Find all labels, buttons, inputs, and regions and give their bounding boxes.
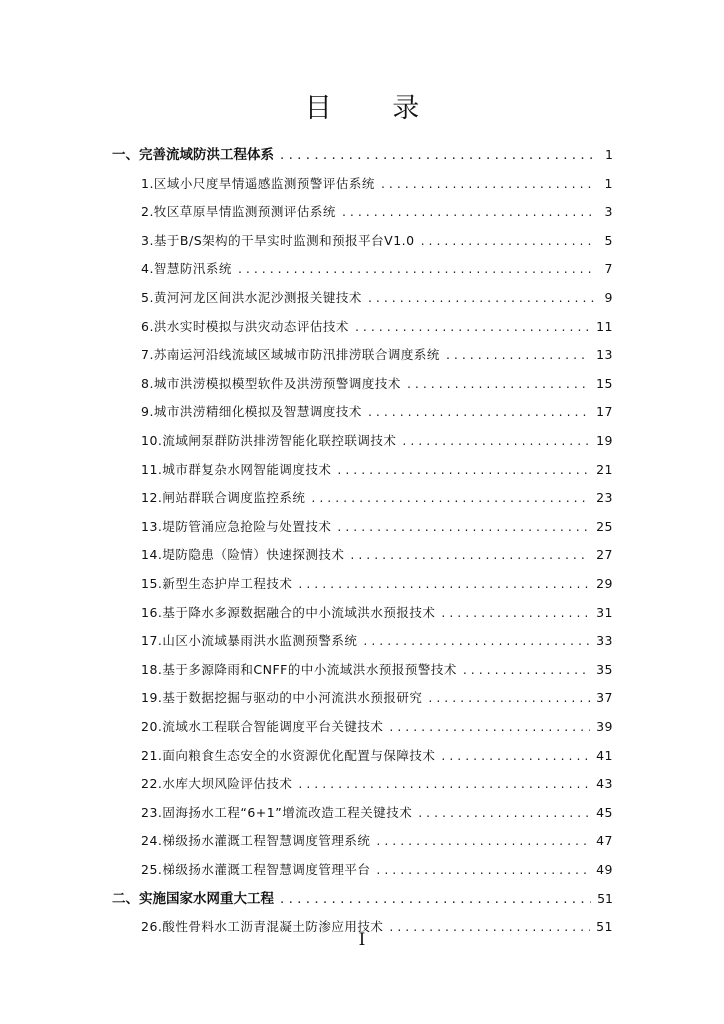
toc-entry-label: 20.流域水工程联合智能调度平台关键技术	[141, 719, 384, 734]
toc-entry[interactable]	[141, 686, 613, 710]
toc-entry-label: 11.城市群复杂水网智能调度技术	[141, 461, 332, 477]
dot-leader	[376, 829, 590, 853]
toc-entry[interactable]	[141, 458, 613, 482]
toc-entry-label: 8.城市洪涝模拟模型软件及洪涝预警调度技术	[141, 375, 401, 391]
dot-leader	[238, 257, 595, 281]
toc-page-number: 9	[604, 290, 613, 305]
dot-leader	[421, 229, 595, 253]
dot-leader	[376, 858, 590, 882]
toc-entry[interactable]	[141, 315, 613, 339]
page-title: 目 录	[304, 93, 446, 124]
toc-entry-label: 12.闸站群联合调度监控系统	[141, 490, 306, 506]
dot-leader	[402, 429, 590, 453]
dot-leader	[280, 143, 595, 167]
toc-entry-label: 21.面向粮食生态安全的水资源优化配置与保障技术	[141, 747, 436, 763]
toc-page-number: 1	[604, 175, 613, 191]
toc-entry[interactable]	[141, 172, 613, 196]
dot-leader	[381, 172, 595, 196]
toc-page-number: 21	[596, 461, 613, 477]
toc-page-number: 29	[596, 576, 613, 591]
toc-page-number: 49	[596, 862, 613, 877]
toc-entry-label: 4.智慧防汛系统	[141, 261, 232, 277]
dot-leader	[428, 686, 590, 710]
toc-entry[interactable]	[141, 515, 613, 539]
toc-entry[interactable]	[141, 286, 613, 310]
toc-entry[interactable]	[141, 801, 613, 825]
toc-entry-label: 二、实施国家水网重大工程	[112, 890, 274, 907]
dot-leader	[342, 200, 595, 224]
toc-page-number: 15	[596, 375, 613, 391]
toc-page-number: 39	[596, 719, 613, 734]
toc-entry[interactable]	[141, 629, 613, 653]
toc-entry[interactable]	[141, 829, 613, 853]
dot-leader	[355, 315, 590, 339]
toc-entry[interactable]	[141, 715, 613, 739]
toc-entry-label: 2.牧区草原旱情监测预测评估系统	[141, 204, 336, 220]
dot-leader	[368, 400, 590, 424]
toc-page-number: 17	[596, 404, 613, 420]
toc-entry[interactable]	[141, 229, 613, 253]
dot-leader	[298, 572, 590, 596]
toc-page-number: 33	[596, 633, 613, 649]
toc-entry[interactable]	[141, 772, 613, 796]
toc-entry[interactable]	[141, 744, 613, 768]
toc-page-number: 13	[596, 347, 613, 363]
toc-page-number: 19	[596, 433, 613, 448]
toc-entry[interactable]	[141, 572, 613, 596]
toc-entry-label: 24.梯级扬水灌溉工程智慧调度管理系统	[141, 833, 371, 849]
dot-leader	[463, 658, 590, 682]
toc-entry-label: 一、完善流域防洪工程体系	[112, 147, 274, 163]
toc-entry-label: 15.新型生态护岸工程技术	[141, 576, 293, 591]
toc-entry-label: 10.流域闸泵群防洪排涝智能化联控联调技术	[141, 433, 397, 448]
toc-page-number: 27	[596, 547, 613, 563]
dot-leader	[441, 744, 590, 768]
toc-entry-label: 7.苏南运河沿线流域区域城市防汛排涝联合调度系统	[141, 347, 440, 363]
dot-leader	[280, 887, 591, 911]
toc-entry-label: 1.区域小尺度旱情遥感监测预警评估系统	[141, 175, 375, 191]
dot-leader	[363, 629, 590, 653]
dot-leader	[407, 372, 590, 396]
toc-page-number: 47	[596, 833, 613, 849]
toc-entry-label: 26.酸性骨料水工沥青混凝土防渗应用技术	[141, 919, 384, 935]
toc-entry-label: 25.梯级扬水灌溉工程智慧调度管理平台	[141, 862, 371, 877]
toc-entry-label: 6.洪水实时模拟与洪灾动态评估技术	[141, 318, 349, 334]
toc-page-number: 37	[596, 690, 613, 706]
dot-leader	[311, 486, 590, 510]
page-number-footer: I	[358, 930, 366, 950]
toc-entry-label: 14.堤防隐患（险情）快速探测技术	[141, 547, 345, 563]
dot-leader	[337, 515, 590, 539]
dot-leader	[298, 772, 590, 796]
dot-leader	[389, 715, 590, 739]
dot-leader	[446, 343, 590, 367]
toc-page-number: 51	[597, 890, 613, 906]
toc-entry[interactable]	[141, 372, 613, 396]
dot-leader	[368, 286, 595, 310]
toc-entry-label: 18.基于多源降雨和CNFF的中小流域洪水预报预警技术	[141, 661, 457, 677]
toc-page-number: 51	[596, 919, 613, 935]
dot-leader	[418, 801, 590, 825]
toc-page-number: 1	[605, 147, 613, 162]
toc-entry-label: 5.黄河河龙区间洪水泥沙测报关键技术	[141, 290, 362, 305]
toc-page-number: 43	[596, 776, 613, 792]
toc-page-number: 41	[596, 747, 613, 763]
toc-entry-label: 23.固海扬水工程“6+1”增流改造工程关键技术	[141, 804, 413, 820]
toc-entry-label: 16.基于降水多源数据融合的中小流域洪水预报技术	[141, 604, 436, 620]
toc-page-number: 3	[604, 204, 613, 220]
toc-page-number: 25	[596, 518, 613, 534]
toc-section-heading[interactable]	[112, 143, 613, 167]
toc-entry[interactable]	[141, 429, 613, 453]
dot-leader	[441, 601, 590, 625]
toc-entry-label: 19.基于数据挖掘与驱动的中小河流洪水预报研究	[141, 690, 423, 706]
toc-entry-label: 17.山区小流域暴雨洪水监测预警系统	[141, 633, 358, 649]
dot-leader	[350, 543, 590, 567]
toc-entry-label: 3.基于B/S架构的干旱实时监测和预报平台V1.0	[141, 232, 415, 248]
toc-page-number: 5	[604, 232, 613, 248]
toc-entry[interactable]	[141, 200, 613, 224]
toc-entry[interactable]	[141, 543, 613, 567]
toc-page-number: 45	[596, 804, 613, 820]
toc-entry[interactable]	[141, 658, 613, 682]
toc-entry[interactable]	[141, 400, 613, 424]
toc-page-number: 23	[596, 490, 613, 506]
toc-entry[interactable]	[141, 601, 613, 625]
toc-page-number: 31	[596, 604, 613, 620]
toc-entry-label: 9.城市洪涝精细化模拟及智慧调度技术	[141, 404, 362, 420]
toc-entry[interactable]	[141, 343, 613, 367]
toc-page-number: 7	[604, 261, 613, 277]
toc-entry-label: 13.堤防管涌应急抢险与处置技术	[141, 518, 332, 534]
toc-entry-label: 22.水库大坝风险评估技术	[141, 776, 293, 792]
toc-entry[interactable]	[141, 257, 613, 281]
dot-leader	[337, 458, 590, 482]
toc-entry[interactable]	[141, 486, 613, 510]
toc-page-number: 35	[596, 661, 613, 677]
toc-entry[interactable]	[141, 858, 613, 882]
toc-page-number: 11	[596, 318, 613, 334]
toc-section-heading[interactable]	[112, 887, 613, 911]
